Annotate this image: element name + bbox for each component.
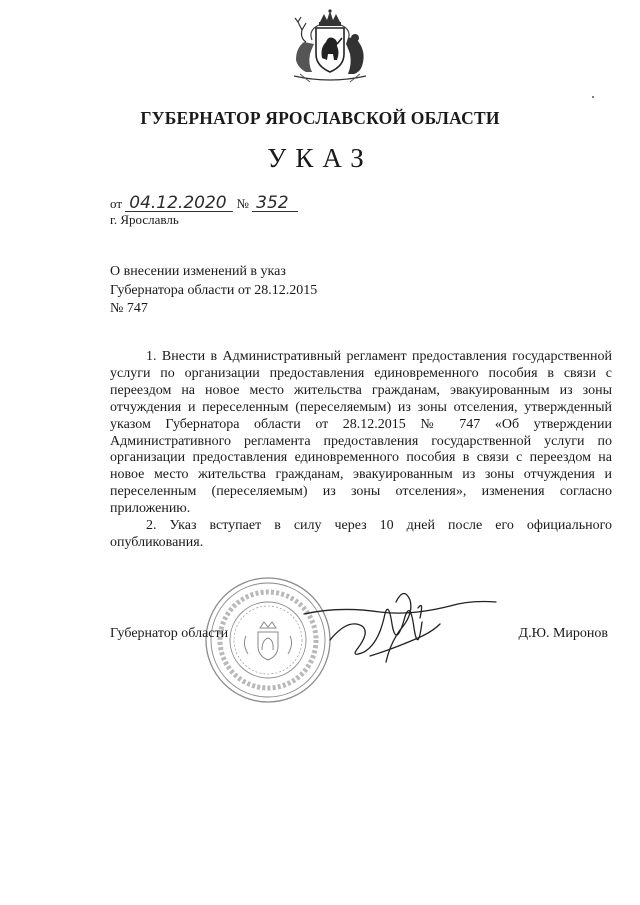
signatory-name: Д.Ю. Миронов xyxy=(518,626,608,641)
document-subject xyxy=(110,263,410,319)
signatory-position: Губернатор области xyxy=(110,626,229,641)
body-paragraph: 2. Указ вступает в силу через 10 дней после его официального опубликования. xyxy=(110,518,612,550)
subject-line: О внесении изменений в указ xyxy=(110,264,286,279)
scan-speck xyxy=(592,96,594,98)
city-label: г. Ярославль xyxy=(110,212,179,227)
document-type-title: УКАЗ xyxy=(267,143,373,173)
subject-line: Губернатора области от 28.12.2015 xyxy=(110,282,318,298)
document-date: 04.12.2020 xyxy=(125,195,233,212)
number-prefix: № xyxy=(236,196,249,211)
body-paragraph: 1. Внести в Административный регламент предоставления государственной услуги по организации предоставления единовременного пособия в связи с переездом на новое место жительства гражданам, эвакуированным из зоны отчуждения и переселенным (переселяемым) из зоны отселения, утвержденный указом Губернатора области от 28.12.2015 № 747 «Об утверждении Административного регламента предоставления государственной услуги по организации предоставления единовременного пособия в связи с переездом на новое место жительства гражданам, эвакуированным из зоны отчуждения и переселенным (переселяемым) из зоны отселения», изменения согласно приложению. xyxy=(110,349,612,517)
issuer-title: ГУБЕРНАТОР ЯРОСЛАВСКОЙ ОБЛАСТИ xyxy=(140,108,500,128)
handwritten-signature-icon xyxy=(300,578,500,688)
date-number-line xyxy=(110,195,298,212)
document-body xyxy=(110,349,612,552)
coat-of-arms-icon xyxy=(282,8,378,86)
subject-line: № 747 xyxy=(110,301,148,316)
date-prefix: от xyxy=(110,196,123,211)
document-number: 352 xyxy=(252,195,298,212)
